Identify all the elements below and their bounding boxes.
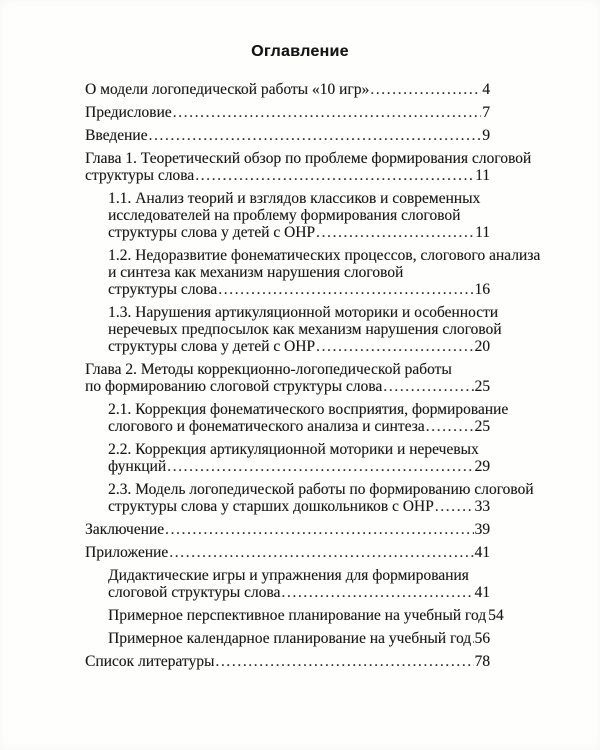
toc-entry [85,247,540,298]
page-number: 39 [474,521,490,538]
toc-entry-text: Приложение [85,544,169,561]
dot-leader [316,338,473,355]
toc-entry-text: структуры слова у детей с ОНР [108,338,316,355]
toc-entry-line: и синтеза как механизм нарушения слоговой [108,264,404,281]
page-number: 9 [482,127,490,144]
toc-entry-text: слогового и фонематического анализа и синтеза [108,418,425,435]
toc-entry-line: исследователей на проблему формирования слоговой [108,207,461,224]
toc-entry-lastline [85,104,490,121]
toc-entry-text: Примерное перспективное планирование на учебный год [108,607,487,624]
toc-entry-line: Глава 2. Методы коррекционно-логопедической работы [85,361,452,378]
toc-entry [85,150,540,184]
page-number: 78 [474,653,490,670]
toc-entry [85,607,540,624]
dot-leader [169,544,473,561]
page-number: 25 [474,378,490,395]
toc-entry-lastline [108,607,504,624]
toc-entry [85,630,540,647]
toc-entry-text: по формированию слоговой структуры слова [85,378,383,395]
page-number: 11 [475,224,490,241]
dot-leader [435,498,474,515]
dot-leader [215,653,473,670]
toc-entry-text: структуры слова [108,281,218,298]
toc-entry-lastline [85,167,490,184]
toc-entry-lastline [108,281,490,298]
page-number: 4 [482,81,490,98]
toc-entry [85,544,540,561]
toc-entry-text: Введение [85,127,148,144]
toc-entry-line: 2.1. Коррекция фонематического восприятия, формирование [108,401,509,418]
page-number: 56 [474,630,490,647]
dot-leader [195,167,474,184]
toc-entry-text: структуры слова [85,167,195,184]
toc-entry-lastline [85,653,490,670]
toc-entry [85,127,540,144]
toc-entry-text: функций [108,458,167,475]
toc-entry-lastline [108,224,490,241]
page-number: 54 [488,607,504,624]
toc-entry-lastline [85,544,490,561]
page-number: 25 [474,418,490,435]
toc-entry-text: Предисловие [85,104,172,121]
dot-leader [316,224,474,241]
toc-entry-lastline [85,81,490,98]
dot-leader [165,521,473,538]
page-number: 29 [474,458,490,475]
toc-entry [85,401,540,435]
page-number: 16 [474,281,490,298]
toc-entry-lastline [85,127,490,144]
toc-entry [85,190,540,241]
toc-entry-lastline [108,584,490,601]
toc-entry-line: 1.1. Анализ теорий и взглядов классиков и современных [108,190,481,207]
toc-entry [85,81,540,98]
toc-entry-text: структуры слова у детей с ОНР [108,224,316,241]
toc-entry [85,481,540,515]
toc-entry [85,653,540,670]
toc-entry-line: Глава 1. Теоретический обзор по проблеме формирования слоговой [85,150,532,167]
dot-leader [383,378,473,395]
toc-entry-line: 1.3. Нарушения артикуляционной моторики и особенности [108,304,499,321]
toc-entry-lastline [108,458,490,475]
toc-entry-line: неречевых предпосылок как механизм нарушения слоговой [108,321,502,338]
dot-leader [173,104,482,121]
toc-entry-text: Список литературы [85,653,215,670]
toc-entry-text: Примерное календарное планирование на учебный год [108,630,472,647]
toc-entry-text: О модели логопедической работы «10 игр» [85,81,370,98]
page-number: 11 [475,167,490,184]
toc-entry [85,521,540,538]
toc-entry [85,361,540,395]
toc-entry-lastline [85,521,490,538]
dot-leader [281,584,473,601]
toc-entry-line: 2.2. Коррекция артикуляционной моторики и неречевых [108,441,479,458]
toc-entry-text: Заключение [85,521,165,538]
toc-entry-line: Дидактические игры и упражнения для формирования [108,567,469,584]
dot-leader [426,418,474,435]
toc-entry-lastline [108,498,490,515]
toc-entry-line: 1.2. Недоразвитие фонематических процессов, слогового анализа [108,247,541,264]
dot-leader [148,127,481,144]
toc-entry-lastline [108,630,490,647]
toc-entry-text: слоговой структуры слова [108,584,281,601]
page-number: 7 [482,104,490,121]
dot-leader [218,281,473,298]
toc-entry [85,567,540,601]
toc-entry [85,104,540,121]
page-number: 41 [474,544,490,561]
page-number: 41 [474,584,490,601]
toc-entry-lastline [108,338,490,355]
toc-entry [85,304,540,355]
dot-leader [472,630,473,647]
dot-leader [370,81,481,98]
page-number: 33 [474,498,490,515]
toc-list [85,81,540,670]
page-number: 20 [474,338,490,355]
toc-entry-lastline [85,378,490,395]
toc-entry-text: структуры слова у старших дошкольников с ОНР [108,498,434,515]
page-title: Оглавление [251,43,349,60]
toc-entry-lastline [108,418,490,435]
dot-leader [167,458,473,475]
toc-entry [85,441,540,475]
toc-entry-line: 2.3. Модель логопедической работы по формированию слоговой [108,481,534,498]
